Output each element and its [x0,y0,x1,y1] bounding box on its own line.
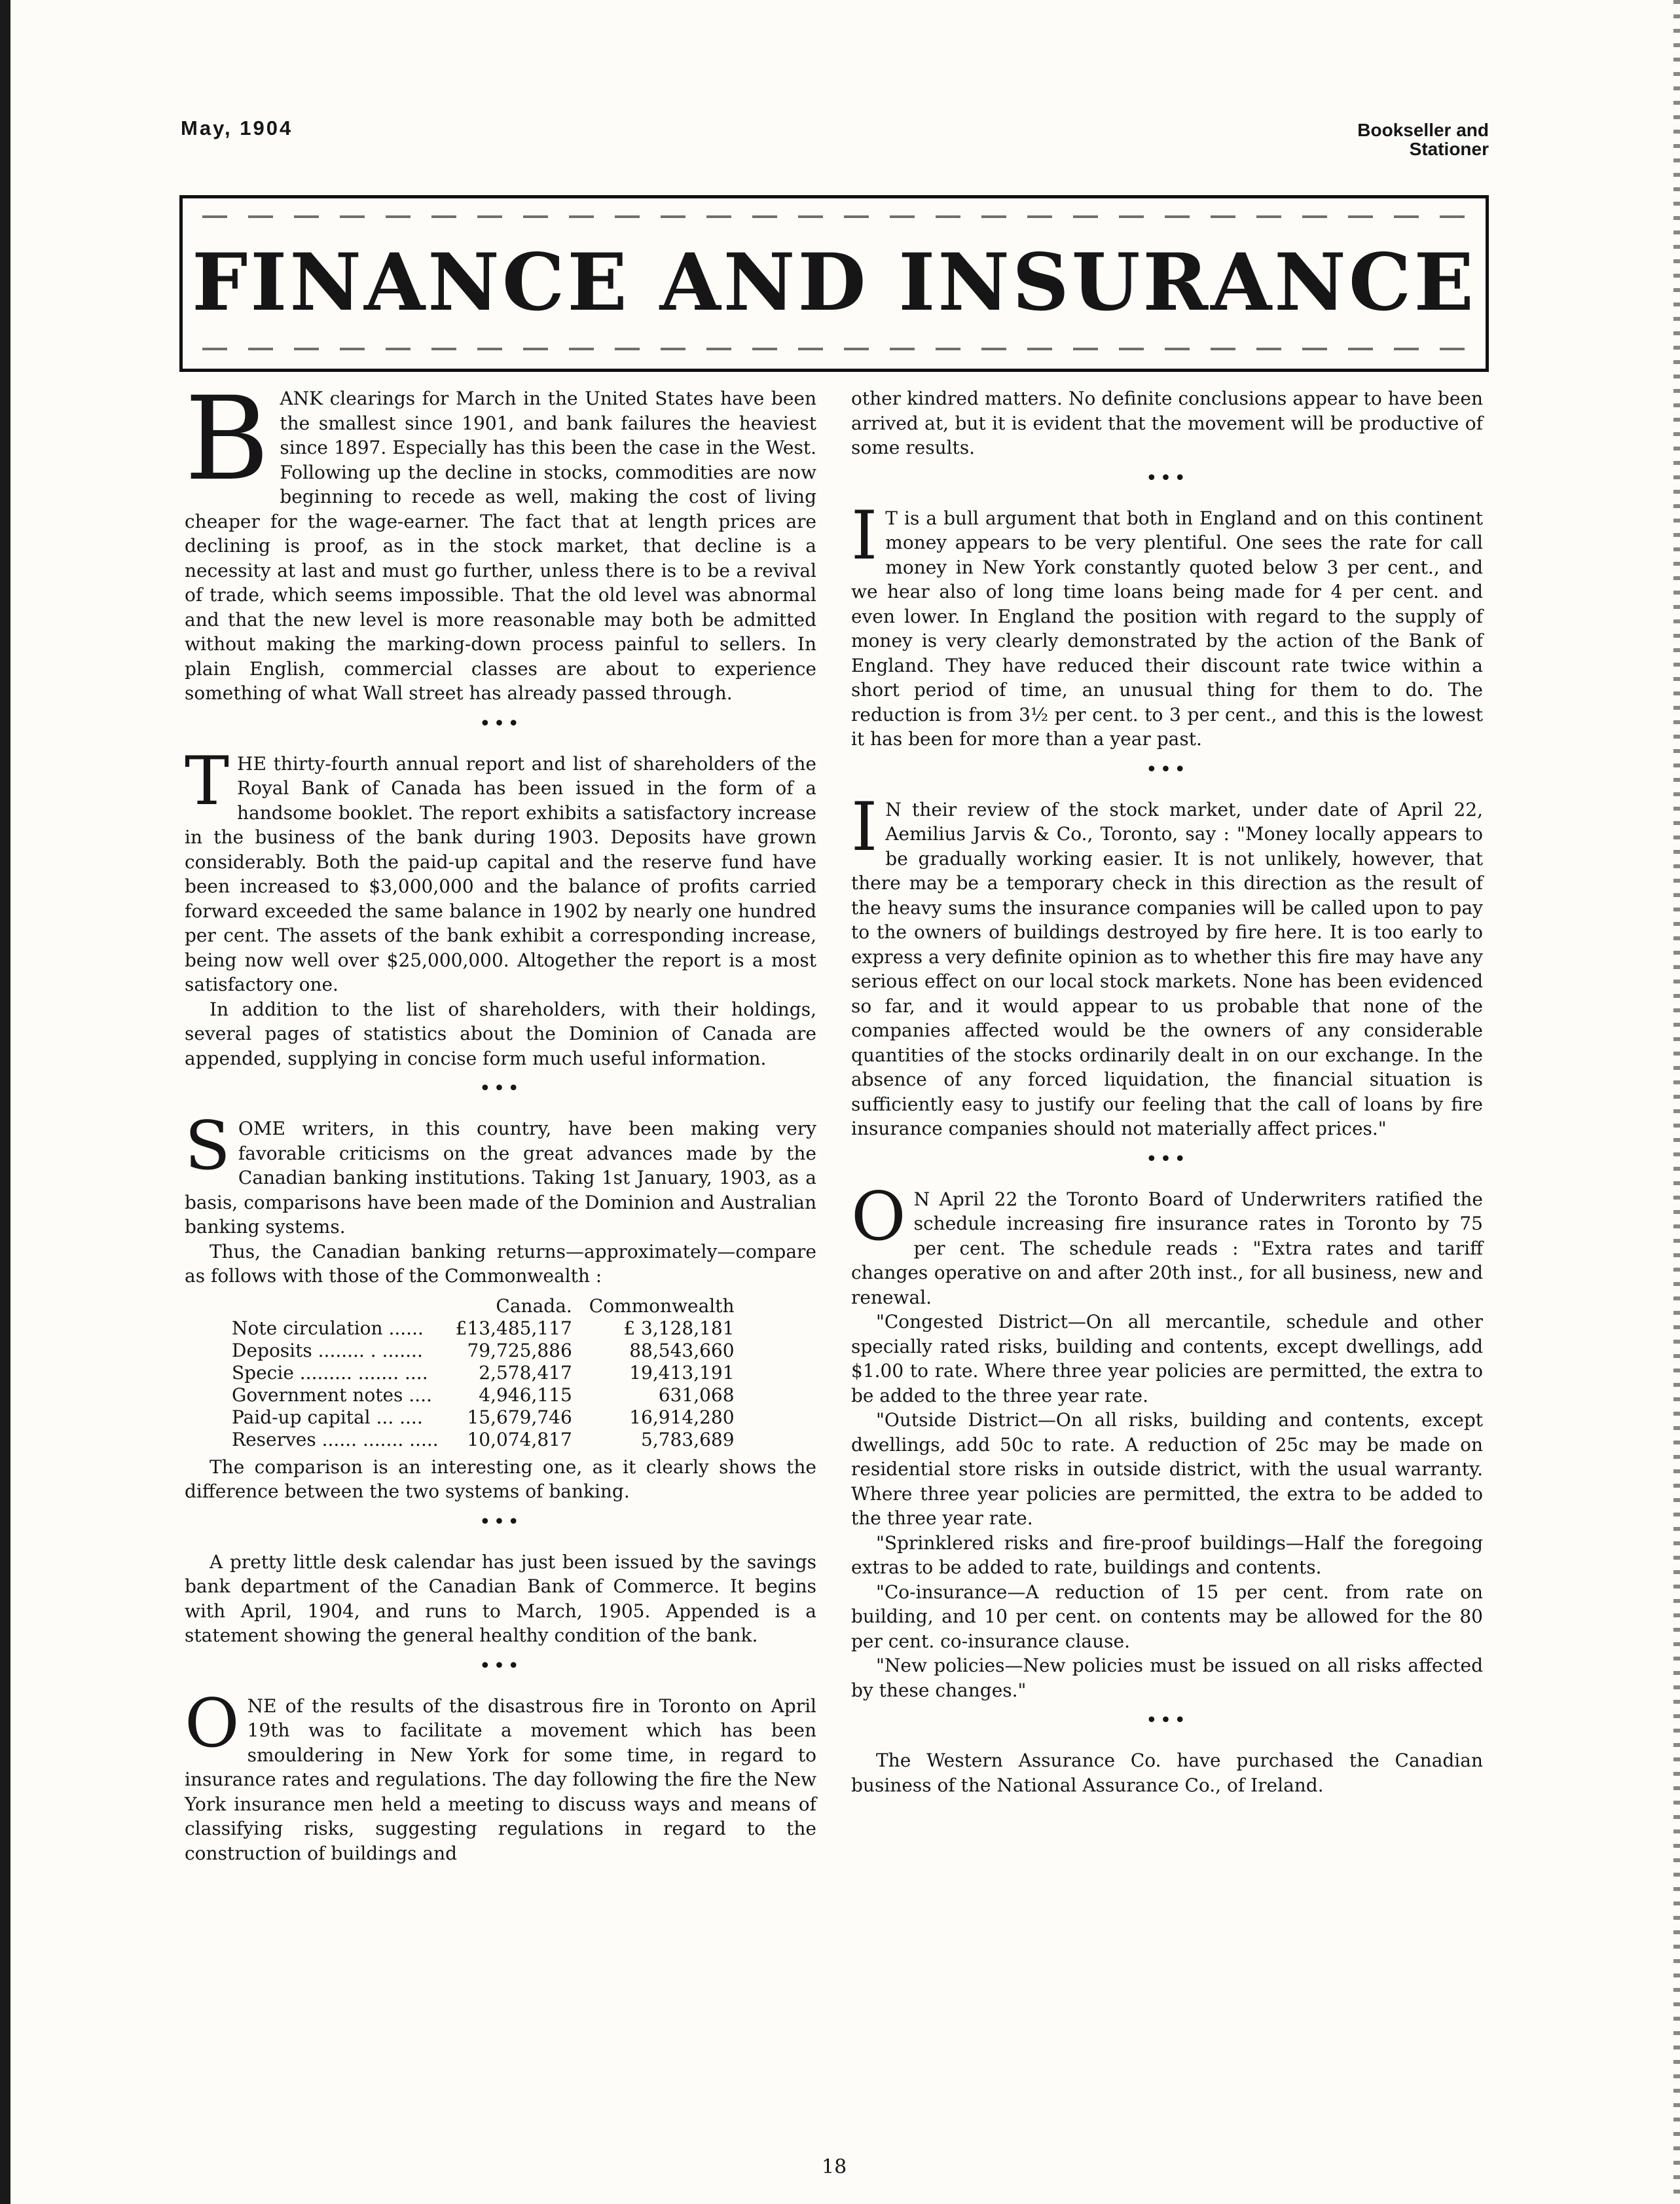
publication-name [1357,120,1489,158]
canada-value: 79,725,886 [467,1339,572,1361]
drop-cap: O [851,1177,906,1256]
paragraph-text: T is a bull argument that both in England and on this continent money appears to be very plentiful. One sees the rate for call money in New York constantly quoted below 3 per cent., and we hear also of long time loans being made for 4 per cent. and even lower. In England the position with regard to the supply of money is very clearly demonstrated by the action of the Bank of England. They have reduced their discount rate twice within a short period of time, an unusual thing for them to do. The reduction is from 3½ per cent. to 3 per cent., and this is the lowest it has been for more than a year past. [851,507,1483,750]
table-header-commonwealth: Commonwealth [589,1295,735,1317]
article-desk-calendar: A pretty little desk calendar has just been issued by the savings bank department of the Canadian Bank of Commerce. It begins with April, 1904, and runs to March, 1905. Appended is a statement showing the general healthy condition of the bank. [185,1551,816,1646]
commonwealth-value: 5,783,689 [641,1428,735,1450]
commonwealth-value: 88,543,660 [629,1339,735,1361]
banking-returns-table [232,1295,752,1451]
article-royal-bank [185,742,816,997]
section-separator [185,1077,816,1101]
left-column [185,372,816,1865]
scan-right-edge [1673,0,1680,2204]
section-separator [851,467,1483,490]
commonwealth-value: 19,413,191 [629,1361,735,1384]
table-header-row [232,1295,752,1317]
canada-value: 15,679,746 [467,1406,572,1428]
paragraph: "Outside District—On all risks, building and contents, except dwellings, add 50c to rate. A reduction of 25c may be made on residential store risks in outside district, with the usual warranty. Where three year policies are permitted, the extra to be added to the three year rate. [851,1409,1483,1529]
table-header-canada: Canada. [496,1295,572,1317]
section-separator [851,1709,1483,1733]
issue-date: May, 1904 [181,117,293,139]
drop-cap: B [185,372,270,506]
article-toronto-fire [185,1684,816,1866]
drop-cap: O [185,1684,240,1763]
article-bank-clearings [185,372,816,706]
section-separator [185,1655,816,1678]
paragraph: "Co-insurance—A reduction of 15 per cent. from rate on building, and 10 per cent. on contents may be allowed for the 80 per cent. co-insurance clause. [851,1581,1483,1652]
section-separator [185,1511,816,1534]
row-label: Reserves ...... ....... ..... [232,1428,439,1450]
publication-line-1: Bookseller and [1357,120,1489,140]
table-row [232,1429,752,1451]
paragraph: "New policies—New policies must be issued on all risks affected by these changes." [851,1655,1483,1701]
drop-cap: I [851,788,878,866]
article-underwriters-schedule [851,1177,1483,1310]
row-label: Deposits ........ . ....... [232,1339,423,1361]
section-separator [851,758,1483,782]
scan-left-edge [0,0,10,2204]
commonwealth-value: 631,068 [658,1384,735,1406]
table-row [232,1340,752,1362]
banner-rule-top [202,215,1466,218]
canada-value: 2,578,417 [479,1361,572,1384]
section-separator [185,712,816,736]
article-money-plentiful [851,496,1483,752]
canada-value: £13,485,117 [455,1317,572,1339]
paragraph-text: HE thirty-fourth annual report and list of shareholders of the Royal Bank of Canada has been issued in the form of a handsome booklet. The report exhibits a satisfactory increase in the business of the bank during 1903. Deposits have grown considerably. Both the paid-up capital and the reserve fund have been increased to $3,000,000 and the balance of profits carried forward exceeded the same balance in 1902 by nearly one hundred per cent. The assets of the bank exhibit a corresponding increase, being now well over $25,000,000. Altogether the report is a most satisfactory one. [185,752,816,995]
paragraph: In addition to the list of shareholders, with their holdings, several pages of statistics about the Dominion of Canada are appended, supplying in concise form much useful information. [185,998,816,1069]
paragraph-text: N April 22 the Toronto Board of Underwriters ratified the schedule increasing fire insurance rates in Toronto by 75 per cent. The schedule reads : "Extra rates and tariff changes operative on and after 20th inst., for all business, new and renewal. [851,1188,1483,1308]
paragraph-continued: other kindred matters. No definite conclusions appear to have been arrived at, but it is evident that the movement will be productive of some results. [851,388,1483,458]
row-label: Specie ......... ....... .... [232,1361,428,1384]
paragraph: "Congested District—On all mercantile, schedule and other specially rated risks, building and contents, except dwellings, add $1.00 to rate. Where three year policies are permitted, the extra to be added to the three year rate. [851,1311,1483,1406]
row-label: Paid-up capital ... .... [232,1406,423,1428]
paragraph-text: OME writers, in this country, have been making very favorable criticisms on the great advances made by the Canadian banking institutions. Taking 1st January, 1903, as a basis, comparisons have been made of the Dominion and Australian banking systems. [185,1118,816,1238]
drop-cap: I [851,496,878,575]
table-row [232,1362,752,1384]
table-row [232,1406,752,1429]
commonwealth-value: £ 3,128,181 [623,1317,735,1339]
paragraph-text: N their review of the stock market, under date of April 22, Aemilius Jarvis & Co., Toronto, say : "Money locally appears to be gradually working easier. It is not unlikely, however, that there may be a temporary check in this direction as the result of the heavy sums the insurance companies will be called upon to pay to the owners of buildings destroyed by fire here. It is too early to express a very definite opinion as to whether this fire may have any serious effect on our local stock markets. None has been evidenced so far, and it would appear to us probable that none of the companies affected would be the owners of any considerable quantities of the stocks ordinarily dealt in on our exchange. In the absence of any forced liquidation, the financial situation is sufficiently easy to justify our feeling that the call of loans by fire insurance companies should not materially affect prices." [851,798,1483,1139]
paragraph: The comparison is an interesting one, as it clearly shows the difference between the two systems of banking. [185,1456,816,1502]
drop-cap: S [185,1107,230,1185]
article-western-assurance: The Western Assurance Co. have purchased the Canadian business of the National Assurance Co., of Ireland. [851,1750,1483,1796]
section-banner [179,195,1489,372]
paragraph: Thus, the Canadian banking returns—approximately—compare as follows with those of the Commonwealth : [185,1240,816,1287]
canada-value: 10,074,817 [467,1428,572,1450]
section-title: FINANCE AND INSURANCE [192,236,1476,329]
article-banking-comparison [185,1107,816,1240]
row-label: Note circulation ...... [232,1317,424,1339]
table-row [232,1317,752,1340]
paragraph-text: NE of the results of the disastrous fire in Toronto on April 19th was to facilitate a movement which has been smouldering in New York for some time, in regard to insurance rates and regulations. The day following the fire the New York insurance men held a meeting to discuss ways and means of classifying risks, suggesting regulations in regard to the construction of buildings and [185,1695,816,1864]
table-row [232,1384,752,1406]
banner-rule-bottom [202,348,1466,350]
row-label: Government notes .... [232,1384,432,1406]
canada-value: 4,946,115 [479,1384,572,1406]
section-separator [851,1148,1483,1171]
right-column [851,386,1483,1797]
paragraph-text: ANK clearings for March in the United States have been the smallest since 1901, and bank failures the heaviest since 1897. Especially has this been the case in the West. Following up the decline in stocks, commodities are now beginning to recede as well, making the cost of living cheaper for the wage-earner. The fact that at length prices are declining is proof, as in the stock market, that decline is a necessity at last and must go further, unless there is to be a revival of trade, which seems impossible. That the old level was abnormal and that the new level is more reasonable may both be admitted without making the marking-down process painful to sellers. In plain English, commercial classes are about to experience something of what Wall street has already passed through. [185,388,816,704]
table-header-label [232,1295,456,1317]
paragraph: "Sprinklered risks and fire-proof buildings—Half the foregoing extras to be added to rate, buildings and contents. [851,1532,1483,1578]
page-number: 18 [822,2156,847,2178]
article-stock-market-review [851,788,1483,1141]
drop-cap: T [185,742,230,820]
commonwealth-value: 16,914,280 [629,1406,735,1428]
publication-line-2: Stationer [1409,139,1489,159]
